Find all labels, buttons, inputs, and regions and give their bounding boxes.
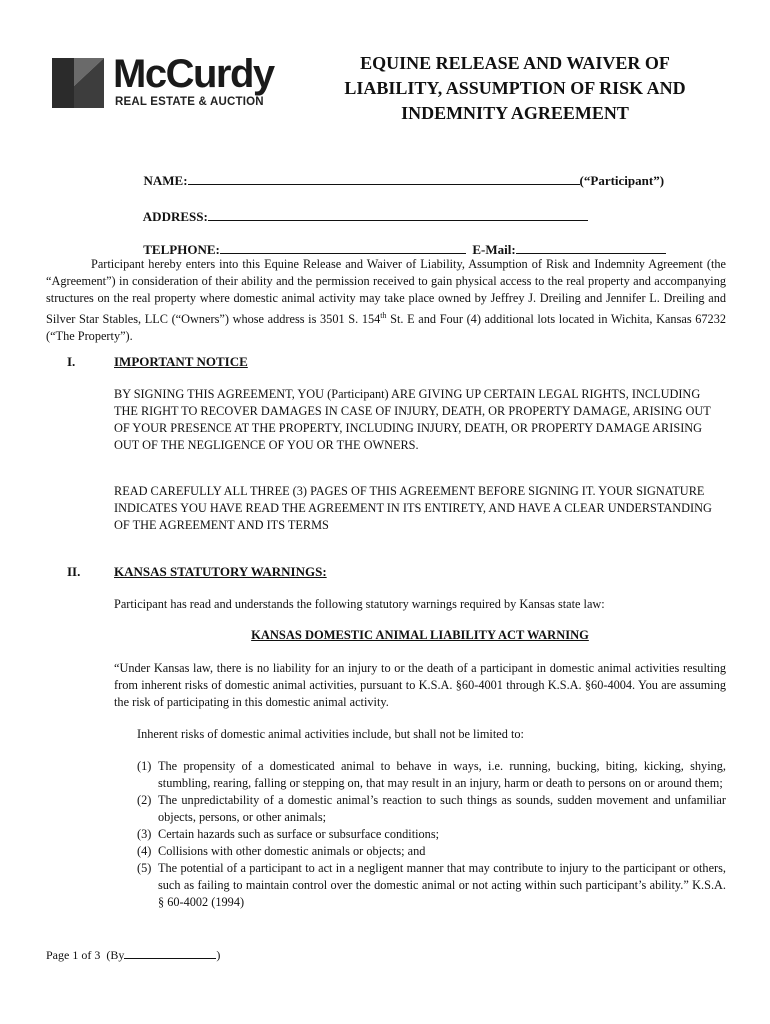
risk-marker: (1): [137, 759, 152, 773]
risk-text: The potential of a participant to act in a negligent manner that may contribute to injury to the participant or others, such as failing to maintain control over the domestic animal or not acting within such participant’s ability.” K.S.A. § 60-4002 (1994): [158, 861, 726, 909]
email-label: E-Mail:: [472, 242, 516, 257]
participant-suffix: (“Participant”): [579, 173, 665, 188]
title-line-3: INDEMNITY AGREEMENT: [401, 103, 629, 123]
inherent-risks-intro: Inherent risks of domestic animal activities include, but shall not be limited to:: [137, 727, 524, 741]
logo-tagline: REAL ESTATE & AUCTION: [115, 96, 264, 108]
title-line-1: EQUINE RELEASE AND WAIVER OF: [360, 53, 670, 73]
by-close: ): [216, 948, 221, 962]
section-1-number: I.: [67, 354, 76, 369]
initials-blank[interactable]: [124, 948, 216, 959]
intro-paragraph: Participant hereby enters into this Equine Release and Waiver of Liability, Assumption of Risk and Indemnity Agreement (the “Agreement”) in consideration of their ability and the permission received to gain physical access to the real property and accompanying structures on the real property where domestic animal activity may take place owned by Jeffrey J. Dreiling and Jennifer L. Dreiling and Silver Star Stables, LLC (“Owners”) whose address is 3501 S. 154th St. E and Four (4) additional lots located in Wichita, Kansas 67232 (“The Property”).: [46, 257, 726, 344]
risk-marker: (2): [137, 793, 152, 807]
risk-item: [137, 843, 726, 860]
risk-item: [137, 758, 726, 792]
read-carefully-paragraph: READ CAREFULLY ALL THREE (3) PAGES OF THIS AGREEMENT BEFORE SIGNING IT. YOUR SIGNATURE INDICATES YOU HAVE READ THE AGREEMENT IN ITS ENTIRETY, AND HAVE A CLEAR UNDERSTANDING OF THE AGREEMENT AND ITS TERMS: [114, 484, 712, 532]
address-blank[interactable]: [208, 209, 588, 221]
risk-text: Collisions with other domestic animals or objects; and: [158, 844, 426, 858]
risk-marker: (5): [137, 861, 152, 875]
page-number: Page 1 of 3: [46, 948, 101, 962]
risk-text: The propensity of a domesticated animal to behave in ways, i.e. running, bucking, biting, kicking, shying, stumbling, rearing, falling or stepping on, that may result in an injury, harm or death to persons on or around them;: [158, 759, 726, 790]
risk-item: [137, 792, 726, 826]
risk-list: [137, 758, 726, 911]
logo-name: McCurdy: [113, 52, 274, 96]
logo-mark-icon: [52, 58, 104, 108]
section-2-number: II.: [67, 564, 81, 579]
risk-marker: (4): [137, 844, 152, 858]
statutory-intro: Participant has read and understands the following statutory warnings required by Kansas state law:: [114, 597, 605, 611]
important-notice-paragraph: BY SIGNING THIS AGREEMENT, YOU (Participant) ARE GIVING UP CERTAIN LEGAL RIGHTS, INCLUDING THE RIGHT TO RECOVER DAMAGES IN CASE OF INJURY, DEATH, OR PROPERTY DAMAGE, ARISING OUT OF YOUR PRESENCE AT THE PROPERTY, INCLUDING INJURY, DEATH, OR PROPERTY DAMAGE ARISING OUT OF THE NEGLIGENCE OF YOU OR THE OWNERS.: [114, 387, 711, 452]
kansas-warning-heading: KANSAS DOMESTIC ANIMAL LIABILITY ACT WARNING: [251, 628, 589, 642]
section-1-heading: IMPORTANT NOTICE: [114, 354, 248, 369]
risk-text: Certain hazards such as surface or subsurface conditions;: [158, 827, 440, 841]
title-line-2: LIABILITY, ASSUMPTION OF RISK AND: [344, 78, 686, 98]
risk-item: [137, 826, 726, 843]
risk-item: [137, 860, 726, 911]
risk-marker: (3): [137, 827, 152, 841]
risk-text: The unpredictability of a domestic animal’s reaction to such things as sounds, sudden movement and unfamiliar objects, persons, or other animals;: [158, 793, 726, 824]
kansas-warning-quote: “Under Kansas law, there is no liability for an injury to or the death of a participant in domestic animal activities resulting from inherent risks of domestic animal activities, pursuant to K.S.A. §60-4001 through K.S.A. §60-4004. You are assuming the risk of participating in this domestic animal activity.: [114, 661, 726, 709]
by-open: (By: [106, 948, 125, 962]
section-2-heading: KANSAS STATUTORY WARNINGS:: [114, 564, 327, 579]
page-footer: [46, 948, 220, 963]
telephone-field-row: [137, 226, 666, 258]
document-title: [305, 51, 725, 126]
name-field-row: [137, 157, 664, 189]
telephone-label: TELPHONE:: [143, 242, 220, 257]
address-label: ADDRESS:: [142, 209, 208, 224]
address-field-row: [137, 193, 588, 225]
telephone-blank[interactable]: [220, 242, 466, 254]
email-blank[interactable]: [516, 242, 666, 254]
name-label: NAME:: [143, 173, 188, 188]
name-blank[interactable]: [188, 173, 580, 185]
